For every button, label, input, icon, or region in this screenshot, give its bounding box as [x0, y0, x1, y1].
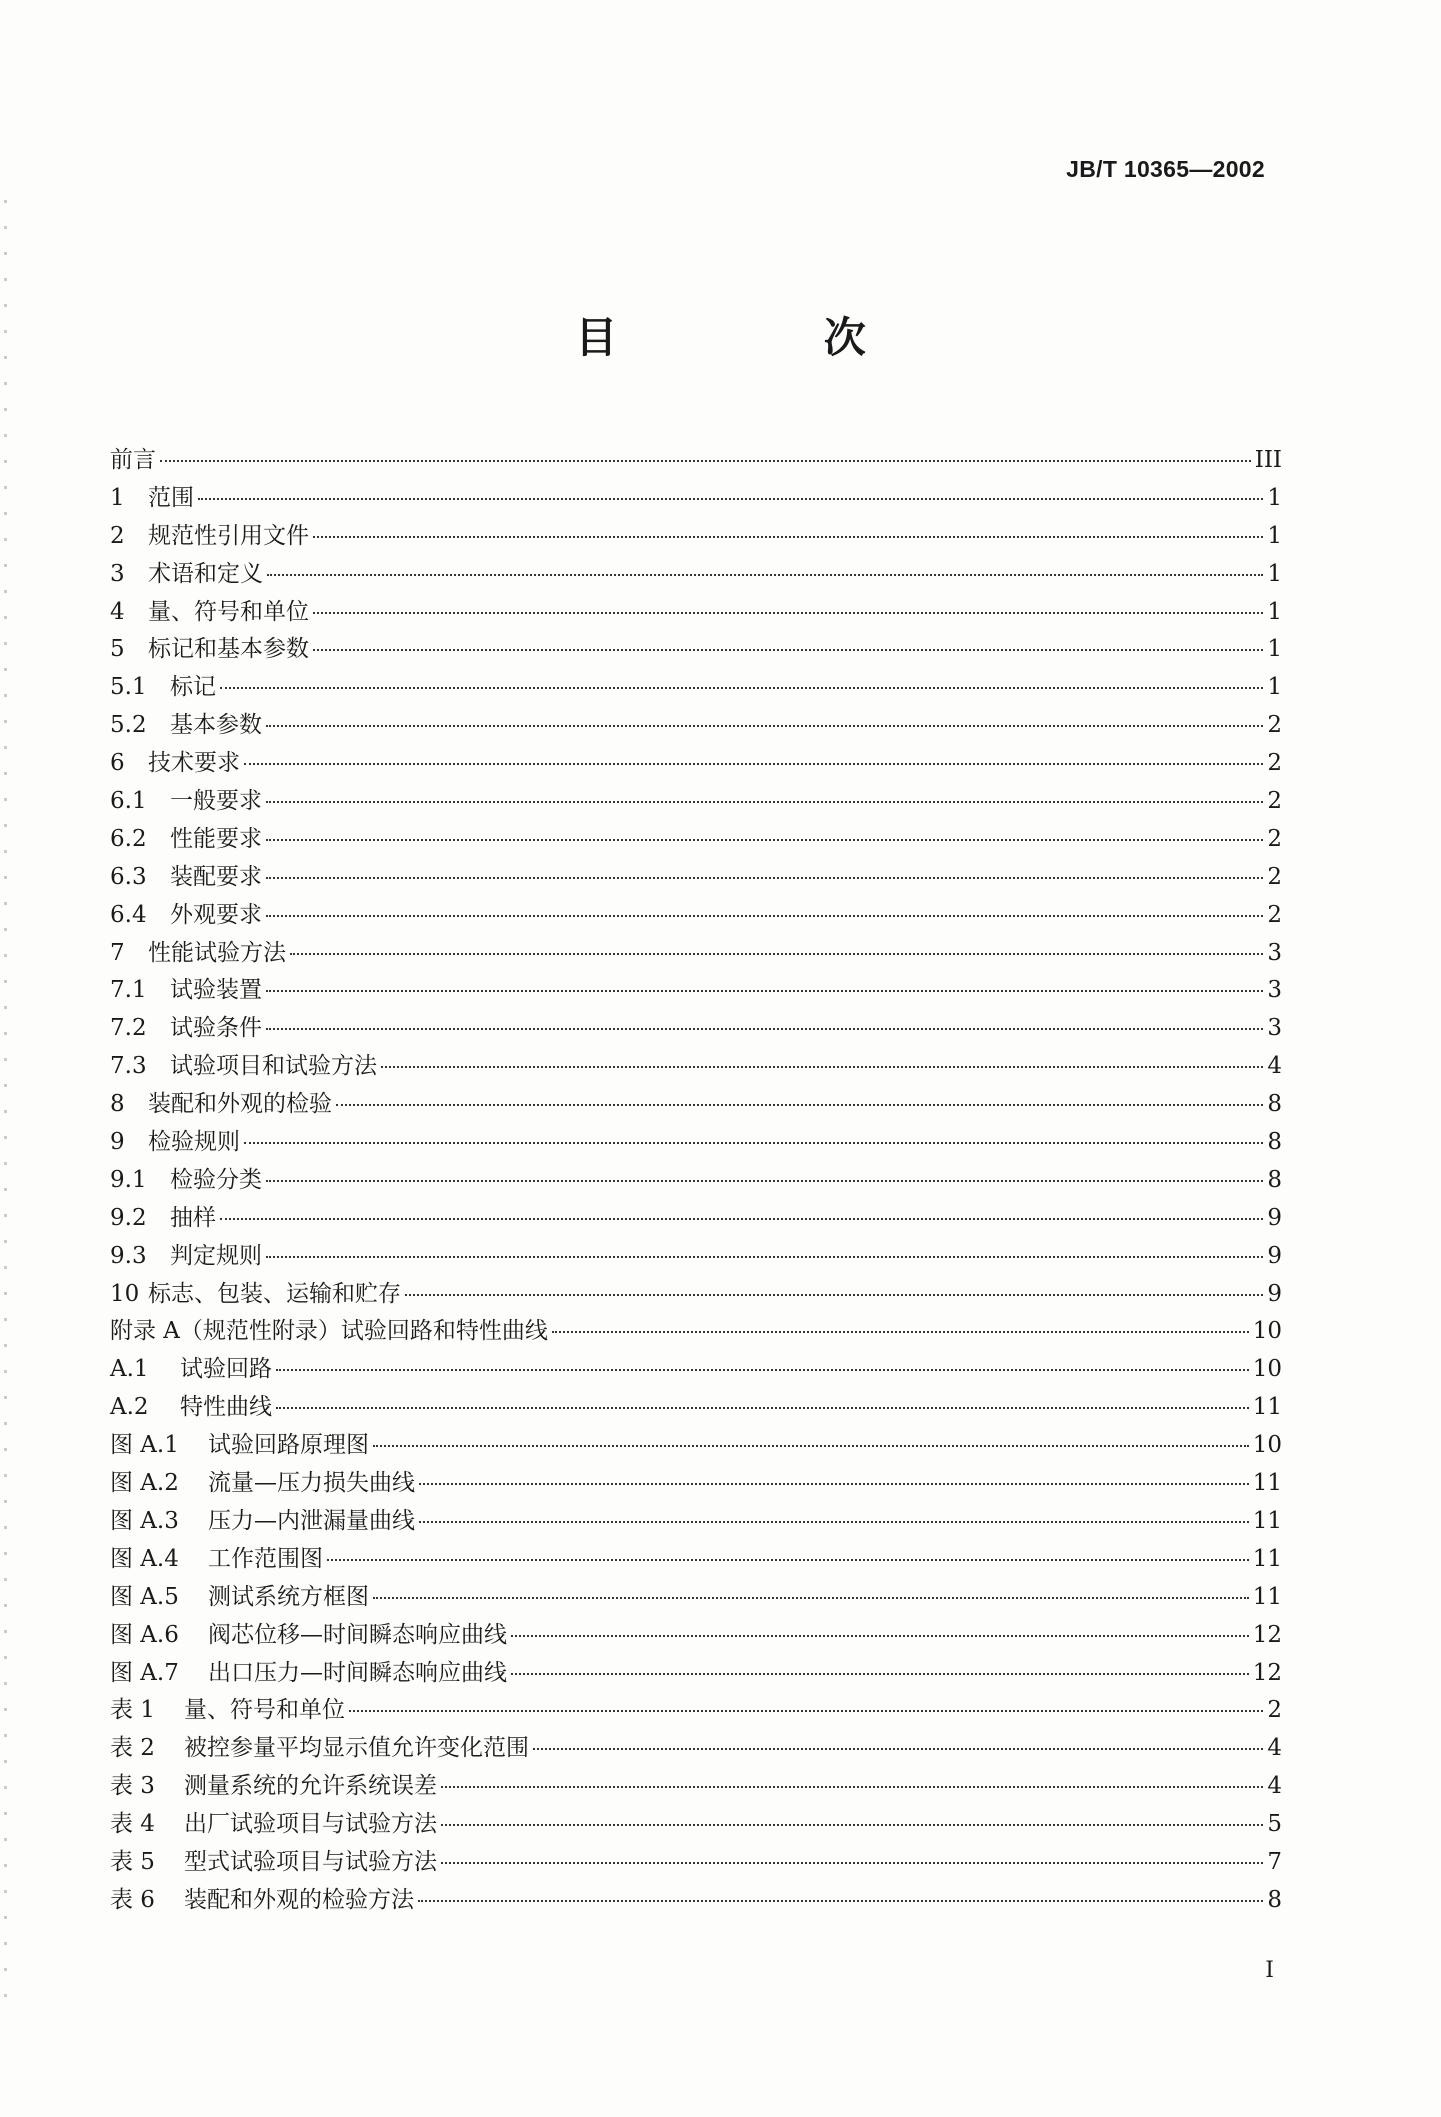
toc-entry[interactable]	[110, 1047, 1282, 1085]
dot-leader	[276, 1407, 1249, 1409]
dot-leader	[533, 1748, 1263, 1750]
toc-entry-page: 8	[1267, 1091, 1282, 1118]
toc-entry-number: A.1	[110, 1356, 149, 1383]
toc-entry-page: 10	[1252, 1356, 1282, 1383]
toc-entry-title: 术语和定义	[148, 560, 263, 587]
toc-entry[interactable]	[110, 1502, 1282, 1540]
toc-entry-page: III	[1254, 447, 1282, 473]
toc-entry[interactable]	[110, 1275, 1282, 1313]
toc-entry-page: 7	[1267, 1848, 1282, 1875]
toc-entry-page: 5	[1267, 1811, 1282, 1838]
toc-entry-page: 11	[1252, 1545, 1282, 1572]
toc-entry-number: 6.3	[110, 863, 147, 890]
toc-entry[interactable]	[110, 1805, 1282, 1843]
scan-margin-artifact	[4, 200, 7, 2000]
toc-entry-title: 一般要求	[170, 788, 262, 815]
dot-leader	[418, 1900, 1263, 1902]
dot-leader	[267, 574, 1263, 576]
dot-leader	[441, 1824, 1263, 1826]
toc-entry[interactable]	[110, 555, 1282, 593]
toc-entry-page: 2	[1267, 712, 1282, 739]
toc-entry-title: 判定规则	[170, 1242, 262, 1269]
toc-entry-title: 试验回路原理图	[208, 1432, 369, 1459]
toc-entry[interactable]	[110, 896, 1282, 934]
dot-leader	[276, 1369, 1249, 1371]
toc-entry-page: 11	[1252, 1394, 1282, 1421]
toc-entry[interactable]	[110, 1691, 1282, 1729]
toc-entry-page: 3	[1267, 939, 1282, 966]
toc-entry-title: 试验回路	[180, 1356, 272, 1383]
toc-entry-title: 阀芯位移—时间瞬态响应曲线	[208, 1621, 507, 1648]
toc-entry-page: 11	[1252, 1470, 1282, 1497]
toc-entry-page: 2	[1267, 788, 1282, 815]
toc-entry-title: 试验装置	[170, 977, 262, 1004]
toc-entry[interactable]	[110, 782, 1282, 820]
toc-entry-title: 性能试验方法	[148, 939, 286, 966]
toc-entry-title: 型式试验项目与试验方法	[184, 1848, 437, 1875]
toc-entry[interactable]	[110, 1350, 1282, 1388]
toc-entry-number: 图 A.2	[110, 1470, 179, 1497]
toc-entry-page: 10	[1252, 1432, 1282, 1459]
toc-entry-title: 基本参数	[170, 712, 262, 739]
dot-leader	[266, 990, 1263, 992]
toc-entry-page: 2	[1267, 750, 1282, 777]
toc-entry-title: 测试系统方框图	[208, 1583, 369, 1610]
page-title: 目 次	[575, 313, 962, 362]
dot-leader	[511, 1673, 1249, 1675]
toc-entry-number: 6	[110, 750, 125, 777]
toc-entry[interactable]	[110, 820, 1282, 858]
toc-entry-page: 9	[1267, 1280, 1282, 1307]
toc-entry[interactable]	[110, 706, 1282, 744]
toc-entry[interactable]	[110, 934, 1282, 972]
toc-entry-number: 5.1	[110, 674, 147, 701]
toc-entry[interactable]	[110, 1767, 1282, 1805]
toc-entry-number: 图 A.3	[110, 1507, 179, 1534]
toc-entry-number: 4	[110, 598, 125, 625]
dot-leader	[290, 953, 1263, 955]
toc-entry-number: 图 A.1	[110, 1432, 179, 1459]
toc-entry-page: 3	[1267, 977, 1282, 1004]
toc-entry-number: 9.1	[110, 1166, 147, 1193]
dot-leader	[441, 1862, 1263, 1864]
toc-entry-title: 出厂试验项目与试验方法	[184, 1811, 437, 1838]
toc-entry-page: 12	[1252, 1621, 1282, 1648]
toc-entry-title: 试验条件	[170, 1015, 262, 1042]
toc-entry-number: 6.1	[110, 788, 147, 815]
dot-leader	[266, 915, 1263, 917]
toc-entry-title: 范围	[148, 484, 194, 511]
toc-entry-page: 1	[1267, 674, 1282, 701]
toc-entry-title: 技术要求	[148, 750, 240, 777]
toc-entry[interactable]	[110, 744, 1282, 782]
toc-entry-number: 表 3	[110, 1773, 155, 1800]
dot-leader	[419, 1521, 1249, 1523]
toc-entry-title: 试验项目和试验方法	[170, 1053, 377, 1080]
dot-leader	[244, 763, 1263, 765]
toc-entry-page: 2	[1267, 863, 1282, 890]
toc-entry-number: 9	[110, 1129, 125, 1156]
toc-entry-page: 4	[1267, 1053, 1282, 1080]
toc-entry[interactable]	[110, 479, 1282, 517]
toc-entry-page: 4	[1267, 1773, 1282, 1800]
toc-entry[interactable]	[110, 1123, 1282, 1161]
toc-entry[interactable]	[110, 1578, 1282, 1616]
toc-entry-page: 4	[1267, 1735, 1282, 1762]
toc-entry-page: 1	[1267, 560, 1282, 587]
toc-entry-number: 7	[110, 939, 125, 966]
dot-leader	[220, 1218, 1263, 1220]
toc-entry[interactable]	[110, 1009, 1282, 1047]
toc-entry[interactable]	[110, 630, 1282, 668]
toc-entry[interactable]	[110, 858, 1282, 896]
toc-entry-title: 压力—内泄漏量曲线	[208, 1507, 415, 1534]
toc-entry-number: 9.3	[110, 1242, 147, 1269]
toc-entry[interactable]	[110, 1729, 1282, 1767]
toc-entry-page: 8	[1267, 1166, 1282, 1193]
toc-entry[interactable]	[110, 1388, 1282, 1426]
toc-entry-page: 2	[1267, 1697, 1282, 1724]
toc-entry[interactable]	[110, 971, 1282, 1009]
dot-leader	[266, 1256, 1263, 1258]
toc-entry-title: 工作范围图	[208, 1545, 323, 1572]
toc-entry-page: 3	[1267, 1015, 1282, 1042]
toc-entry-title: 被控参量平均显示值允许变化范围	[184, 1735, 529, 1762]
toc-entry-number: 表 5	[110, 1848, 155, 1875]
dot-leader	[266, 725, 1263, 727]
toc-entry-page: 1	[1267, 636, 1282, 663]
toc-entry[interactable]	[110, 1312, 1282, 1350]
toc-entry[interactable]	[110, 1843, 1282, 1881]
toc-entry-number: 图 A.6	[110, 1621, 179, 1648]
dot-leader	[160, 460, 1251, 462]
dot-leader	[511, 1635, 1249, 1637]
toc-entry-number: 图 A.5	[110, 1583, 179, 1610]
toc-entry-page: 8	[1267, 1886, 1282, 1913]
toc-entry-page: 8	[1267, 1129, 1282, 1156]
toc-entry-title: 装配和外观的检验	[148, 1091, 332, 1118]
dot-leader	[373, 1445, 1249, 1447]
toc-entry-number: 8	[110, 1091, 125, 1118]
toc-entry-page: 2	[1267, 825, 1282, 852]
toc-entry-number: A.2	[110, 1394, 149, 1421]
toc-entry-title: 性能要求	[170, 825, 262, 852]
toc-entry[interactable]	[110, 1085, 1282, 1123]
dot-leader	[373, 1597, 1249, 1599]
toc-entry-title: 标志、包装、运输和贮存	[148, 1280, 401, 1307]
toc-entry-title: 量、符号和单位	[184, 1697, 345, 1724]
dot-leader	[198, 498, 1263, 500]
toc-entry[interactable]	[110, 1237, 1282, 1275]
dot-leader	[441, 1786, 1263, 1788]
dot-leader	[266, 1180, 1263, 1182]
toc-entry[interactable]	[110, 1540, 1282, 1578]
toc-entry-number: 7.2	[110, 1015, 147, 1042]
toc-entry[interactable]	[110, 441, 1282, 479]
toc-entry-page: 1	[1267, 522, 1282, 549]
toc-entry[interactable]	[110, 517, 1282, 555]
toc-entry-page: 9	[1267, 1204, 1282, 1231]
toc-entry-number: 10	[110, 1280, 140, 1307]
toc-entry-number: 表 4	[110, 1811, 155, 1838]
toc-entry-title: 标记	[170, 674, 216, 701]
toc-entry-title: 检验规则	[148, 1129, 240, 1156]
toc-entry-title: 量、符号和单位	[148, 598, 309, 625]
toc-entry-title: 特性曲线	[180, 1394, 272, 1421]
toc-entry[interactable]	[110, 1464, 1282, 1502]
toc-entry-title: 流量—压力损失曲线	[208, 1470, 415, 1497]
dot-leader	[313, 536, 1263, 538]
toc-entry-title: 外观要求	[170, 901, 262, 928]
toc-entry[interactable]	[110, 1654, 1282, 1692]
dot-leader	[381, 1066, 1263, 1068]
toc-entry[interactable]	[110, 1161, 1282, 1199]
page-number: I	[1265, 1958, 1274, 1983]
standard-code: JB/T 10365—2002	[1066, 156, 1265, 182]
toc-entry-number: 表 1	[110, 1697, 155, 1724]
table-of-contents	[110, 441, 1282, 1919]
dot-leader	[266, 801, 1263, 803]
dot-leader	[220, 687, 1263, 689]
toc-entry-page: 11	[1252, 1583, 1282, 1610]
toc-entry-number: 5	[110, 636, 125, 663]
toc-entry[interactable]	[110, 1616, 1282, 1654]
dot-leader	[266, 1028, 1263, 1030]
dot-leader	[327, 1559, 1249, 1561]
toc-entry[interactable]	[110, 1426, 1282, 1464]
toc-entry-page: 12	[1252, 1659, 1282, 1686]
toc-entry-page: 2	[1267, 901, 1282, 928]
dot-leader	[419, 1483, 1249, 1485]
toc-entry-page: 9	[1267, 1242, 1282, 1269]
toc-entry-number: 6.2	[110, 825, 147, 852]
toc-entry-title: 抽样	[170, 1204, 216, 1231]
dot-leader	[336, 1104, 1263, 1106]
toc-entry-number: 2	[110, 522, 125, 549]
toc-entry-title: 标记和基本参数	[148, 636, 309, 663]
toc-entry-number: 表 2	[110, 1735, 155, 1762]
toc-entry-number: 表 6	[110, 1886, 155, 1913]
dot-leader	[313, 612, 1263, 614]
dot-leader	[405, 1294, 1263, 1296]
toc-entry-number: 图 A.7	[110, 1659, 179, 1686]
toc-entry-title: 前言	[110, 447, 156, 473]
toc-entry-number: 图 A.4	[110, 1545, 179, 1572]
dot-leader	[244, 1142, 1263, 1144]
toc-entry[interactable]	[110, 1881, 1282, 1919]
toc-entry-number: 7.3	[110, 1053, 147, 1080]
toc-entry-title: 装配要求	[170, 863, 262, 890]
toc-entry-title: 规范性引用文件	[148, 522, 309, 549]
toc-entry-number: 1	[110, 484, 125, 511]
toc-entry-number: 9.2	[110, 1204, 147, 1231]
toc-entry-title: 测量系统的允许系统误差	[184, 1773, 437, 1800]
toc-entry-number: 3	[110, 560, 125, 587]
toc-entry-page: 10	[1252, 1318, 1282, 1345]
toc-entry-title: 检验分类	[170, 1166, 262, 1193]
toc-entry[interactable]	[110, 668, 1282, 706]
toc-entry[interactable]	[110, 1199, 1282, 1237]
toc-entry-number: 6.4	[110, 901, 147, 928]
toc-entry-page: 11	[1252, 1507, 1282, 1534]
dot-leader	[266, 877, 1263, 879]
toc-entry-page: 1	[1267, 598, 1282, 625]
dot-leader	[313, 649, 1263, 651]
toc-entry-page: 1	[1267, 484, 1282, 511]
toc-entry-number: 5.2	[110, 712, 147, 739]
dot-leader	[552, 1331, 1249, 1333]
dot-leader	[266, 839, 1263, 841]
toc-entry[interactable]	[110, 593, 1282, 631]
toc-entry-title: 装配和外观的检验方法	[184, 1886, 414, 1913]
toc-entry-number: 7.1	[110, 977, 147, 1004]
dot-leader	[349, 1710, 1263, 1712]
toc-entry-title: 出口压力—时间瞬态响应曲线	[208, 1659, 507, 1686]
toc-entry-title: 附录 A（规范性附录）试验回路和特性曲线	[110, 1318, 548, 1345]
